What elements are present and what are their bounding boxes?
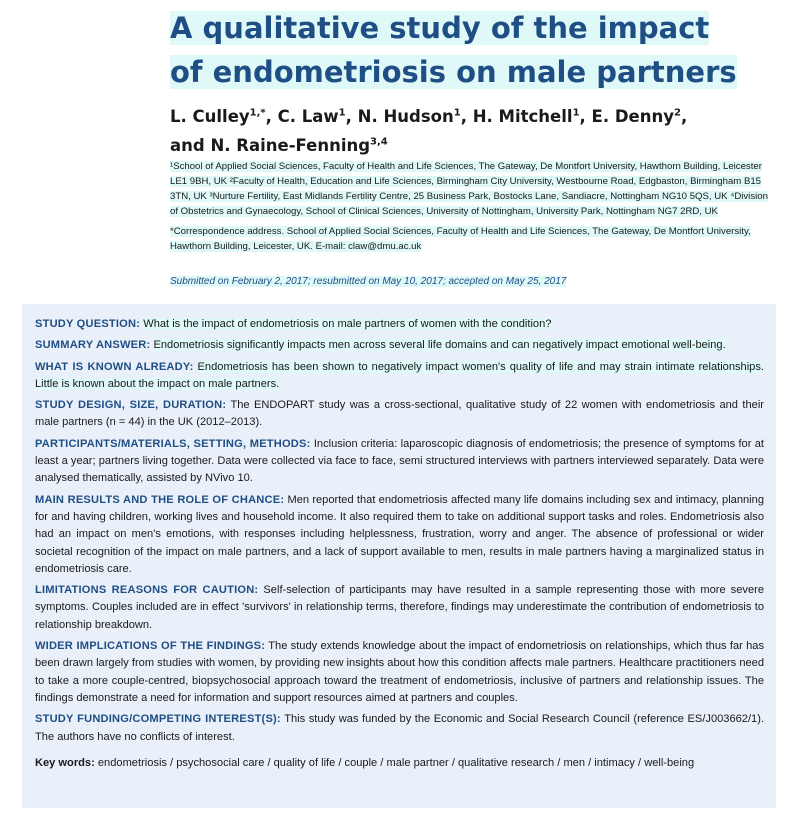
section-text: Men reported that endometriosis affected many life domains including sex and intimacy, planning for and having children, working lives and household income. It also required them to take on additional support tasks and roles. Endometriosis also had an impact on men's emotions, with responses including helplessness, frustration, worry and anger. The absence of professional or wider societal recognition of the impact on male partners, and a lack of support available to men, results in male partners having a marginalized status in endometriosis care. (35, 493, 764, 575)
section-label: STUDY DESIGN, SIZE, DURATION: (35, 399, 227, 412)
section-text: What is the impact of endometriosis on male partners of women with the condition? (143, 318, 552, 330)
section-label: STUDY QUESTION: (35, 318, 141, 330)
section-label: PARTICIPANTS/MATERIALS, SETTING, METHODS: (35, 437, 311, 450)
section-text: Inclusion criteria: laparoscopic diagnosis of endometriosis; the presence of symptoms for at least a year; partners living together. Data were collected via face to face, semi structured interviews with partners interviewed separately. Data were analysed thematically, assisted by NVivo 10. (35, 437, 764, 485)
section-text: The ENDOPART study was a cross-sectional, qualitative study of 22 women with endometriosis and their male partners (n = 44) in the UK (2012–2013). (35, 399, 764, 429)
author: N. Hudson$^1$, (357, 106, 473, 126)
author: and N. Raine-Fenning$^{3,4}$ (170, 136, 388, 155)
section-label: SUMMARY ANSWER: (35, 339, 151, 352)
abstract-section (35, 582, 764, 634)
structured-abstract (22, 304, 776, 808)
abstract-section (35, 359, 764, 394)
affiliations-text: ¹School of Applied Social Sciences, Faculty of Health and Life Sciences, The Gateway, De Montfort University, Hawthorn Building, Leicester LE1 9BH, UK ²Faculty of Health, Education and Life Sciences, Birmingham City University, Westbourne Road, Edgbaston, Birmingham B15 3TN, UK ³Nurture Fertility, East Midlands Fertility Centre, 25 Business Park, Bostocks Lane, Sandiacre, Nottingham NG10 5QS, UK ⁴Division of Obstetrics and Gynaecology, School of Clinical Sciences, University of Nottingham, University Park, Nottingham NG7 2RD, UK (170, 161, 768, 217)
section-label: STUDY FUNDING/COMPETING INTEREST(S): (35, 713, 281, 726)
affiliations (170, 159, 772, 219)
keywords-text: endometriosis / psychosocial care / quality of life / couple / male partner / qualitative research / men / intimacy / well-being (97, 756, 695, 769)
section-text: Endometriosis has been shown to negatively impact women's quality of life and may strain intimate relationships. Little is known about the impact on male partners. (35, 360, 764, 390)
section-label: MAIN RESULTS AND THE ROLE OF CHANCE: (35, 493, 285, 506)
section-text: This study was funded by the Economic and Social Research Council (reference ES/J003662/1). The authors have no conflicts of interest. (35, 713, 764, 743)
correspondence (170, 224, 772, 254)
abstract-section (35, 638, 764, 707)
section-text: Self-selection of participants may have resulted in a sample representing those with more severe symptoms. Couples included are in effect 'survivors' in relationship terms, therefore, findings may underestimate the contribution of endometriosis to relationship breakdown. (35, 584, 764, 631)
section-label: WHAT IS KNOWN ALREADY: (35, 360, 194, 373)
author: H. Mitchell$^1$, (472, 106, 592, 126)
abstract-section (35, 316, 764, 333)
title-line-1: A qualitative study of the impact (170, 11, 710, 45)
abstract-section (35, 337, 764, 354)
abstract-section (35, 397, 764, 432)
section-text: The study extends knowledge about the impact of endometriosis on relationships, which thus far has been drawn largely from studies with women, by providing new insights about how this condition affects male partners. Healthcare practitioners need to take a more couple-centred, biopsychosocial approach toward the treatment of endometriosis, inclusive of partners and relationship issues. The findings demonstrate a need for information and support resources aimed at partners and couples. (35, 640, 764, 704)
author: E. Denny$^2$, (591, 106, 688, 126)
keywords-label: Key words: (35, 756, 95, 769)
abstract-section (35, 711, 764, 746)
keywords (35, 755, 764, 772)
paper-title (170, 6, 770, 94)
section-label: LIMITATIONS REASONS FOR CAUTION: (35, 584, 259, 597)
author: C. Law$^1$, (277, 106, 358, 126)
author-list (170, 100, 770, 159)
author: L. Culley$^{1,*}$, (170, 106, 278, 126)
correspondence-text: *Correspondence address. School of Applied Social Sciences, Faculty of Health and Life Sciences, The Gateway, De Montfort University, Hawthorn Building, Leicester, UK. E-mail: claw@dmu.ac.uk (170, 226, 751, 252)
section-label: WIDER IMPLICATIONS OF THE FINDINGS: (35, 640, 266, 653)
title-line-2: of endometriosis on male partners (170, 55, 737, 89)
section-text: Endometriosis significantly impacts men across several life domains and can negatively impact emotional well-being. (153, 339, 726, 352)
abstract-section (35, 492, 764, 578)
dates-text: Submitted on February 2, 2017; resubmitted on May 10, 2017; accepted on May 25, 2017 (170, 276, 567, 287)
abstract-section (35, 436, 764, 488)
submission-dates (170, 276, 770, 287)
